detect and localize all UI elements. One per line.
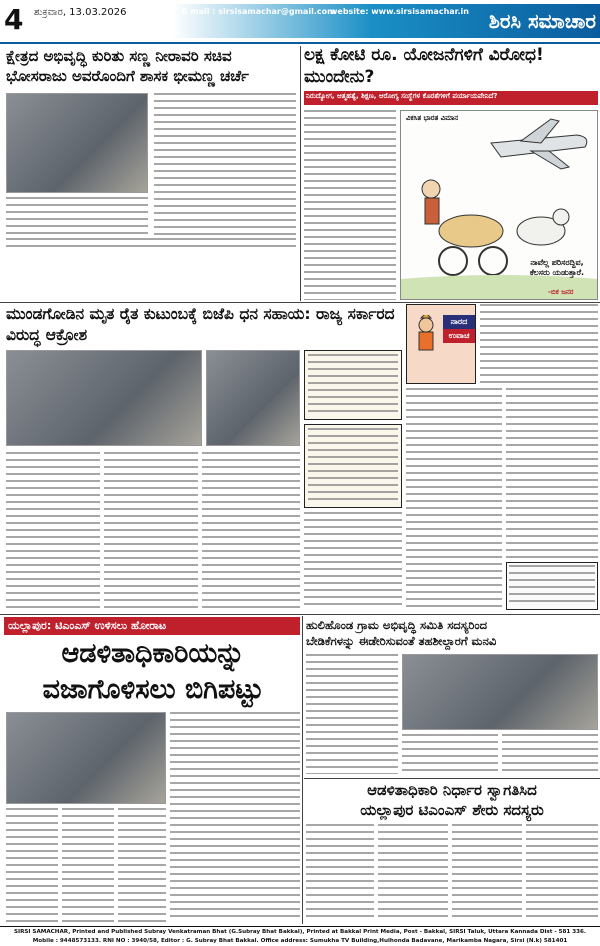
story2-body-col1 — [304, 110, 396, 300]
info-box — [506, 562, 598, 610]
story4-body-col3 — [170, 712, 300, 862]
story3-body-col1 — [6, 452, 100, 610]
story1-photo-caption — [6, 197, 148, 235]
story3-headline: ಮುಂಡಗೋಡಿನ ಮೃತ ರೈತ ಕುಟುಂಬಕ್ಕೆ ಬಿಜೆಪಿ ಧನ ಸಹಾಯ: ರಾಜ್ಯ ಸರ್ಕಾರದ ವಿರುದ್ಧ ಆಕ್ರೋಶ — [6, 305, 395, 344]
story3-body-col3 — [202, 452, 300, 610]
story5-body-col1 — [306, 654, 398, 774]
story1-photo — [6, 93, 148, 193]
story6-body-col2 — [378, 824, 448, 922]
footer-line-1: SIRSI SAMACHAR, Printed and Published Subray Venkatraman Bhat (G.Subray Bhat Bakkal), Printed at Bakkal Print Media, Post - Bakkal, SIRSI Taluk, Uttara Kannada Dist - 581 336. — [13, 929, 587, 935]
story4-photo — [6, 712, 166, 804]
section-rule-1 — [0, 302, 600, 303]
story4-headline-1: ಆಡಳಿತಾಧಿಕಾರಿಯನ್ನು — [61, 638, 245, 669]
narada-box — [406, 304, 476, 384]
column-rule-bottom — [302, 616, 303, 924]
story4-body-col2b — [118, 808, 166, 922]
story1-body-bottom — [6, 238, 296, 250]
story2-body-col2 — [480, 304, 598, 384]
narada-title-2: ಉವಾಚ — [443, 329, 475, 343]
story1-headline: ಕ್ಷೇತ್ರದ ಅಭಿವೃದ್ಧಿ ಕುರಿತು ಸಣ್ಣ ನೀರಾವರಿ ಸಚಿವ ಭೋಸರಾಜು ಅವರೊಂದಿಗೆ ಶಾಸಕ ಭೀಮಣ್ಣ ಚರ್ಚೆ — [6, 47, 249, 85]
masthead-date: ಶುಕ್ರವಾರ, 13.03.2026 — [34, 7, 127, 18]
quote-box-1 — [304, 350, 402, 420]
narada-title-1: ನಾರದ — [443, 315, 475, 329]
story4-body-col4 — [170, 866, 300, 922]
story5-body-col2 — [402, 734, 498, 774]
story4-headline-2: ವಜಾಗೊಳಿಸಲು ಬಿಗಿಪಟ್ಟು — [42, 674, 264, 705]
story3-photo-2 — [206, 350, 300, 446]
cartoon-credit: -ಬಿಕ ಜನರ — [548, 288, 574, 296]
story3-body-col2 — [104, 452, 198, 610]
masthead-email: E mail : sirsisamachar@gmail.com — [182, 7, 336, 16]
footer-rule — [0, 926, 600, 927]
quote-box-2 — [304, 424, 402, 508]
story2-body-col3 — [406, 388, 502, 610]
cartoon-caption: ನಾವೆಲ್ಲ ಪರಿಸರದ್ದಿವ, ಕೆಲಸರು ಯಡುತ್ತಾರೆ. — [529, 258, 585, 277]
quote-box-2-text — [308, 428, 398, 502]
masthead-website: website: www.sirsisamachar.in — [330, 7, 469, 16]
story6-headline-1: ಆಡಳಿತಾಧಿಕಾರಿ ನಿರ್ಧಾರ ಸ್ವಾಗತಿಸಿದ — [367, 781, 537, 799]
story6-body-col3 — [452, 824, 522, 922]
story5-headline-2: ಬೇಡಿಕೆಗಳನ್ನು ಈಡೇರಿಸುವಂತೆ ತಹಶೀಲ್ದಾರಗೆ ಮನವಿ — [306, 634, 497, 648]
quote-box-1-text — [308, 354, 398, 414]
paper-title: ಶಿರಸಿ ಸಮಾಚಾರ — [488, 9, 596, 33]
story3-photo-1 — [6, 350, 202, 446]
story2-body-col4 — [506, 388, 598, 558]
story5-photo — [402, 654, 598, 730]
section-rule-2 — [0, 614, 600, 615]
story4-kicker: ಯಲ್ಲಾಪುರ: ಟಿಎಂಎಸ್ ಉಳಿಸಲು ಹೋರಾಟ — [8, 619, 167, 632]
story4-body-col1 — [6, 808, 58, 922]
story6-headline-2: ಯಲ್ಲಾಪುರ ಟಿಎಂಎಸ್ ಶೇರು ಸದಸ್ಯರು — [360, 801, 544, 819]
cartoon-label: ವಿಕಸಿತ ಭಾರತ ವಿಮಾನ — [406, 114, 459, 122]
story6-body-col1 — [306, 824, 374, 922]
story6-body-col4 — [526, 824, 598, 922]
section-rule-3 — [304, 778, 600, 779]
info-box-text — [509, 565, 595, 607]
page-number: 4 — [4, 3, 24, 36]
story1-body — [154, 93, 296, 235]
story5-body-col3 — [502, 734, 598, 774]
story2-subheadline: ನಿರುದ್ಯೋಗ, ಆತ್ಮಹತ್ಯೆ, ಶಿಕ್ಷಣ, ಆರೋಗ್ಯ ಸಂಸ್ಥೆಗಳ ಕೊರತೆಗಳಿಗೆ ಪರ್ಯಾಯವೇನಿದೆ? — [306, 92, 498, 100]
story4-body-col2 — [62, 808, 114, 922]
story3-body-col4 — [304, 512, 402, 610]
narada-figure-icon — [411, 315, 441, 351]
story5-headline-1: ಹುಲಿಹೊಂಡ ಗ್ರಾಮ ಅಭಿವೃದ್ಧಿ ಸಮಿತಿ ಸದಸ್ಯರಿಂದ — [306, 618, 488, 632]
story2-headline: ಲಕ್ಷ ಕೋಟಿ ರೂ. ಯೋಜನೆಗಳಿಗೆ ವಿರೋಧ! ಮುಂದೇನು? — [304, 45, 544, 87]
column-rule-top — [300, 46, 301, 301]
footer-line-2: Mobile : 9448573133. RNI NO : 3940/58, Editor : G. Subray Bhat Bakkal. Office address: Sumukha TV Building,Hulhonda Badavane, Marikamba Nagara, Sirsi (N.k) 581401 — [32, 938, 568, 944]
